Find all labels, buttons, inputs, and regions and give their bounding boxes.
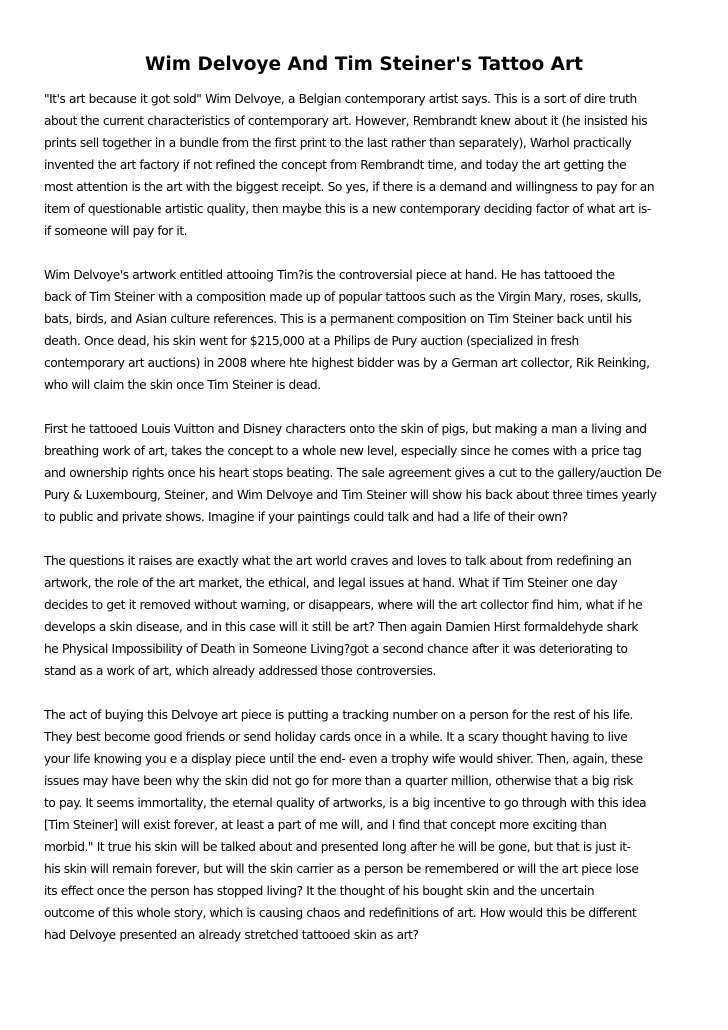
text-line: outcome of this whole story, which is causing chaos and redefinitions of art. How would this be different <box>44 906 637 920</box>
text-line: The act of buying this Delvoye art piece is putting a tracking number on a person for the rest of his life. <box>44 708 633 722</box>
document-title: Wim Delvoye And Tim Steiner's Tattoo Art <box>145 54 583 75</box>
paragraph-4 <box>44 550 704 682</box>
text-line: breathing work of art, takes the concept to a whole new level, especially since he comes with a price tag <box>44 444 642 458</box>
text-line: [Tim Steiner] will exist forever, at least a part of me will, and I find that concept more exciting than <box>44 818 607 832</box>
paragraph-5 <box>44 704 704 946</box>
paragraph-2 <box>44 264 704 396</box>
text-line: your life knowing you e a display piece until the end- even a trophy wife would shiver. Then, again, these <box>44 752 643 766</box>
paragraph-3 <box>44 418 704 528</box>
text-line: "It's art because it got sold" Wim Delvoye, a Belgian contemporary artist says. This is a sort of dire truth <box>44 92 637 106</box>
text-line: morbid." It true his skin will be talked about and presented long after he will be gone, but that is just it- <box>44 840 631 854</box>
text-line: to pay. It seems immortality, the eternal quality of artworks, is a big incentive to go through with this idea <box>44 796 647 810</box>
text-line: artwork, the role of the art market, the ethical, and legal issues at hand. What if Tim Steiner one day <box>44 576 618 590</box>
text-line: and ownership rights once his heart stops beating. The sale agreement gives a cut to the gallery/auction De <box>44 466 662 480</box>
text-line: its effect once the person has stopped living? It the thought of his bought skin and the uncertain <box>44 884 595 898</box>
text-line: First he tattooed Louis Vuitton and Disney characters onto the skin of pigs, but making a man a living and <box>44 422 647 436</box>
text-line: about the current characteristics of contemporary art. However, Rembrandt knew about it (he insisted his <box>44 114 648 128</box>
text-line: invented the art factory if not refined the concept from Rembrandt time, and today the art getting the <box>44 158 627 172</box>
text-line: develops a skin disease, and in this case will it still be art? Then again Damien Hirst formaldehyde shark <box>44 620 638 634</box>
text-line: death. Once dead, his skin went for $215,000 at a Philips de Pury auction (specialized in fresh <box>44 334 579 348</box>
text-line: prints sell together in a bundle from the first print to the last rather than separately), Warhol practically <box>44 136 632 150</box>
text-line: decides to get it removed without warning, or disappears, where will the art collector find him, what if he <box>44 598 643 612</box>
text-line: back of Tim Steiner with a composition made up of popular tattoos such as the Virgin Mary, roses, skulls, <box>44 290 642 304</box>
text-line: issues may have been why the skin did not go for more than a quarter million, otherwise that a big risk <box>44 774 633 788</box>
text-line: who will claim the skin once Tim Steiner is dead. <box>44 378 321 392</box>
text-line: bats, birds, and Asian culture references. This is a permanent composition on Tim Steiner back until his <box>44 312 632 326</box>
text-line: to public and private shows. Imagine if your paintings could talk and had a life of their own? <box>44 510 568 524</box>
text-line: contemporary art auctions) in 2008 where hte highest bidder was by a German art collector, Rik Reinking, <box>44 356 650 370</box>
text-line: his skin will remain forever, but will the skin carrier as a person be remembered or will the art piece lose <box>44 862 639 876</box>
text-line: They best become good friends or send holiday cards once in a while. It a scary thought having to live <box>44 730 628 744</box>
text-line: Wim Delvoye's artwork entitled attooing Tim?is the controversial piece at hand. He has tattooed the <box>44 268 615 282</box>
text-line: item of questionable artistic quality, then maybe this is a new contemporary deciding factor of what art is- <box>44 202 651 216</box>
text-line: had Delvoye presented an already stretched tattooed skin as art? <box>44 928 419 942</box>
text-line: most attention is the art with the biggest receipt. So yes, if there is a demand and willingness to pay for an <box>44 180 655 194</box>
text-line: he Physical Impossibility of Death in Someone Living?got a second chance after it was deteriorating to <box>44 642 628 656</box>
text-line: if someone will pay for it. <box>44 224 188 238</box>
text-line: Pury & Luxembourg, Steiner, and Wim Delvoye and Tim Steiner will show his back about three times yearly <box>44 488 657 502</box>
text-line: The questions it raises are exactly what the art world craves and loves to talk about from redefining an <box>44 554 632 568</box>
paragraph-1 <box>44 88 704 242</box>
text-line: stand as a work of art, which already addressed those controversies. <box>44 664 436 678</box>
